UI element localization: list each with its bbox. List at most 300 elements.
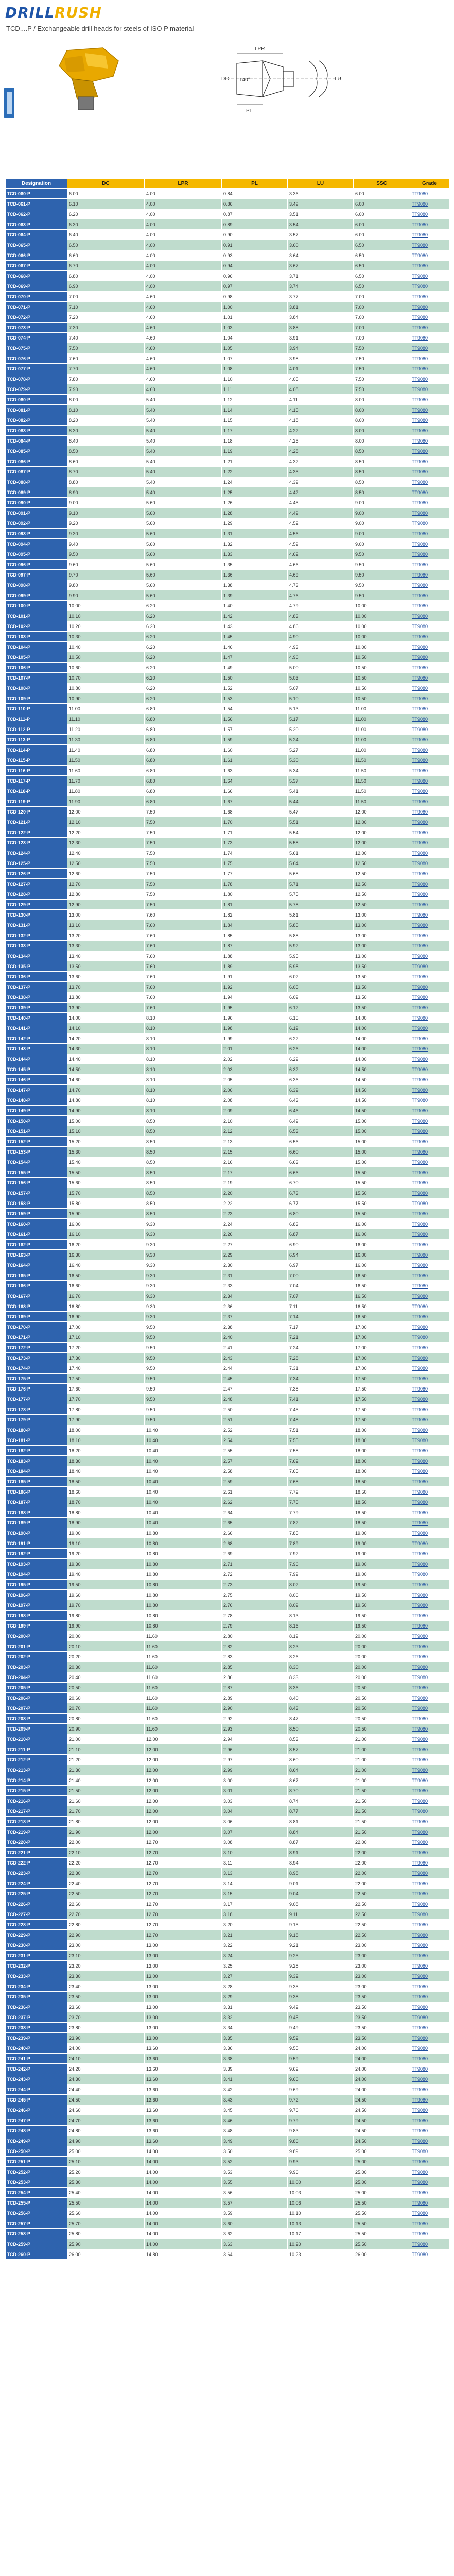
cell-pl: 3.32 xyxy=(222,2012,288,2023)
grade-link[interactable]: TT9080 xyxy=(412,613,428,619)
table-row xyxy=(6,652,449,663)
cell-grade xyxy=(410,1281,449,1291)
grade-link[interactable]: TT9080 xyxy=(412,1283,428,1289)
grade-link[interactable]: TT9080 xyxy=(412,654,428,660)
grade-link[interactable]: TT9080 xyxy=(412,809,428,815)
grade-link[interactable]: TT9080 xyxy=(412,2056,428,2061)
cell-lpr: 4.60 xyxy=(145,333,222,343)
grade-link[interactable]: TT9080 xyxy=(412,1025,428,1031)
grade-link[interactable]: TT9080 xyxy=(412,1489,428,1495)
grade-link[interactable]: TT9080 xyxy=(412,407,428,413)
grade-link[interactable]: TT9080 xyxy=(412,675,428,681)
grade-link[interactable]: TT9080 xyxy=(412,1149,428,1155)
cell-grade xyxy=(410,518,449,529)
grade-link[interactable]: TT9080 xyxy=(412,1932,428,1938)
grade-link[interactable]: TT9080 xyxy=(412,1468,428,1474)
grade-link[interactable]: TT9080 xyxy=(412,1757,428,1762)
cell-grade xyxy=(410,2157,449,2167)
grade-link[interactable]: TT9080 xyxy=(412,2200,428,2206)
cell-designation: TCD-199-P xyxy=(6,1621,67,1631)
grade-link[interactable]: TT9080 xyxy=(412,747,428,753)
cell-lu: 8.81 xyxy=(288,1817,354,1827)
grade-link[interactable]: TT9080 xyxy=(412,1963,428,1969)
grade-link[interactable]: TT9080 xyxy=(412,1716,428,1721)
grade-link[interactable]: TT9080 xyxy=(412,510,428,516)
grade-link[interactable]: TT9080 xyxy=(412,1324,428,1330)
cell-pl: 3.52 xyxy=(222,2157,288,2167)
cell-lpr: 4.60 xyxy=(145,312,222,323)
cell-dc: 7.00 xyxy=(67,292,145,302)
cell-designation: TCD-130-P xyxy=(6,910,67,920)
cell-lpr: 10.80 xyxy=(145,1559,222,1569)
grade-link[interactable]: TT9080 xyxy=(412,304,428,310)
grade-link[interactable]: TT9080 xyxy=(412,922,428,928)
grade-link[interactable]: TT9080 xyxy=(412,582,428,588)
drill-head-image xyxy=(36,40,134,112)
grade-link[interactable]: TT9080 xyxy=(412,1880,428,1886)
grade-link[interactable]: TT9080 xyxy=(412,1695,428,1701)
table-row xyxy=(6,281,449,292)
cell-designation: TCD-214-P xyxy=(6,1775,67,1786)
grade-link[interactable]: TT9080 xyxy=(412,2221,428,2226)
cell-dc: 11.90 xyxy=(67,796,145,807)
cell-lu: 5.00 xyxy=(288,663,354,673)
grade-link[interactable]: TT9080 xyxy=(412,1499,428,1505)
grade-link[interactable]: TT9080 xyxy=(412,479,428,485)
grade-link[interactable]: TT9080 xyxy=(412,273,428,279)
grade-link[interactable]: TT9080 xyxy=(412,1190,428,1196)
cell-dc: 25.20 xyxy=(67,2167,145,2177)
cell-lpr: 9.30 xyxy=(145,1250,222,1260)
grade-link[interactable]: TT9080 xyxy=(412,1376,428,1381)
cell-designation: TCD-182-P xyxy=(6,1446,67,1456)
grade-link[interactable]: TT9080 xyxy=(412,2210,428,2216)
grade-link[interactable]: TT9080 xyxy=(412,1303,428,1309)
grade-link[interactable]: TT9080 xyxy=(412,933,428,938)
cell-grade xyxy=(410,2033,449,2043)
grade-link[interactable]: TT9080 xyxy=(412,2241,428,2247)
grade-link[interactable]: TT9080 xyxy=(412,1747,428,1752)
grade-link[interactable]: TT9080 xyxy=(412,1788,428,1793)
grade-link[interactable]: TT9080 xyxy=(412,1437,428,1443)
cell-ssc: 9.50 xyxy=(354,549,410,560)
grade-link[interactable]: TT9080 xyxy=(412,757,428,763)
cell-ssc: 10.00 xyxy=(354,642,410,652)
cell-grade xyxy=(410,281,449,292)
table-row xyxy=(6,1126,449,1137)
cell-lu: 7.92 xyxy=(288,1549,354,1559)
grade-link[interactable]: TT9080 xyxy=(412,1097,428,1103)
cell-lu: 7.07 xyxy=(288,1291,354,1301)
grade-link[interactable]: TT9080 xyxy=(412,1520,428,1526)
grade-link[interactable]: TT9080 xyxy=(412,953,428,959)
cell-grade xyxy=(410,1734,449,1744)
grade-link[interactable]: TT9080 xyxy=(412,366,428,371)
grade-link[interactable]: TT9080 xyxy=(412,1458,428,1464)
cell-dc: 10.80 xyxy=(67,683,145,693)
grade-link[interactable]: TT9080 xyxy=(412,283,428,289)
grade-link[interactable]: TT9080 xyxy=(412,696,428,701)
grade-link[interactable]: TT9080 xyxy=(412,1273,428,1278)
grade-link[interactable]: TT9080 xyxy=(412,2014,428,2020)
table-row xyxy=(6,838,449,848)
grade-link[interactable]: TT9080 xyxy=(412,397,428,402)
grade-link[interactable]: TT9080 xyxy=(412,1417,428,1422)
cell-lpr: 9.50 xyxy=(145,1322,222,1332)
grade-link[interactable]: TT9080 xyxy=(412,1613,428,1618)
cell-pl: 1.31 xyxy=(222,529,288,539)
grade-link[interactable]: TT9080 xyxy=(412,1870,428,1876)
grade-link[interactable]: TT9080 xyxy=(412,2097,428,2103)
grade-link[interactable]: TT9080 xyxy=(412,1602,428,1608)
grade-link[interactable]: TT9080 xyxy=(412,1860,428,1866)
grade-link[interactable]: TT9080 xyxy=(412,2076,428,2082)
grade-link[interactable]: TT9080 xyxy=(412,974,428,979)
grade-link[interactable]: TT9080 xyxy=(412,2231,428,2236)
grade-link[interactable]: TT9080 xyxy=(412,623,428,629)
grade-link[interactable]: TT9080 xyxy=(412,1200,428,1206)
grade-link[interactable]: TT9080 xyxy=(412,1479,428,1484)
cell-lpr: 10.80 xyxy=(145,1549,222,1559)
grade-link[interactable]: TT9080 xyxy=(412,345,428,351)
grade-link[interactable]: TT9080 xyxy=(412,1180,428,1185)
grade-link[interactable]: TT9080 xyxy=(412,1510,428,1515)
table-row xyxy=(6,2136,449,2146)
grade-link[interactable]: TT9080 xyxy=(412,1005,428,1010)
grade-link[interactable]: TT9080 xyxy=(412,2251,428,2257)
grade-link[interactable]: TT9080 xyxy=(412,829,428,835)
cell-pl: 0.94 xyxy=(222,261,288,271)
cell-grade xyxy=(410,1374,449,1384)
grade-link[interactable]: TT9080 xyxy=(412,191,428,196)
grade-link[interactable]: TT9080 xyxy=(412,994,428,1000)
grade-link[interactable]: TT9080 xyxy=(412,1108,428,1113)
grade-link[interactable]: TT9080 xyxy=(412,1726,428,1732)
grade-link[interactable]: TT9080 xyxy=(412,1953,428,1958)
grade-link[interactable]: TT9080 xyxy=(412,1066,428,1072)
grade-link[interactable]: TT9080 xyxy=(412,1530,428,1536)
grade-link[interactable]: TT9080 xyxy=(412,541,428,547)
grade-link[interactable]: TT9080 xyxy=(412,335,428,341)
grade-link[interactable]: TT9080 xyxy=(412,860,428,866)
cell-grade xyxy=(410,1878,449,1889)
grade-link[interactable]: TT9080 xyxy=(412,1406,428,1412)
grade-link[interactable]: TT9080 xyxy=(412,1736,428,1742)
cell-lu: 5.64 xyxy=(288,858,354,869)
grade-link[interactable]: TT9080 xyxy=(412,1118,428,1124)
grade-link[interactable]: TT9080 xyxy=(412,376,428,382)
grade-link[interactable]: TT9080 xyxy=(412,222,428,227)
grade-link[interactable]: TT9080 xyxy=(412,1139,428,1144)
grade-link[interactable]: TT9080 xyxy=(412,211,428,217)
cell-dc: 22.30 xyxy=(67,1868,145,1878)
cell-lpr: 6.80 xyxy=(145,796,222,807)
cell-designation: TCD-163-P xyxy=(6,1250,67,1260)
grade-link[interactable]: TT9080 xyxy=(412,572,428,578)
cell-dc: 18.80 xyxy=(67,1507,145,1518)
grade-link[interactable]: TT9080 xyxy=(412,2035,428,2041)
grade-link[interactable]: TT9080 xyxy=(412,2117,428,2123)
grade-link[interactable]: TT9080 xyxy=(412,232,428,238)
cell-lpr: 13.60 xyxy=(145,2043,222,2054)
grade-link[interactable]: TT9080 xyxy=(412,469,428,474)
cell-ssc: 13.00 xyxy=(354,910,410,920)
grade-link[interactable]: TT9080 xyxy=(412,984,428,990)
grade-link[interactable]: TT9080 xyxy=(412,1551,428,1556)
cell-designation: TCD-082-P xyxy=(6,415,67,426)
cell-designation: TCD-099-P xyxy=(6,590,67,601)
grade-link[interactable]: TT9080 xyxy=(412,1159,428,1165)
grade-link[interactable]: TT9080 xyxy=(412,325,428,330)
cell-dc: 10.70 xyxy=(67,673,145,683)
grade-link[interactable]: TT9080 xyxy=(412,2128,428,2133)
grade-link[interactable]: TT9080 xyxy=(412,871,428,876)
grade-link[interactable]: TT9080 xyxy=(412,2148,428,2154)
grade-link[interactable]: TT9080 xyxy=(412,1922,428,1927)
cell-designation: TCD-103-P xyxy=(6,632,67,642)
grade-link[interactable]: TT9080 xyxy=(412,1777,428,1783)
grade-link[interactable]: TT9080 xyxy=(412,459,428,464)
grade-link[interactable]: TT9080 xyxy=(412,531,428,536)
grade-link[interactable]: TT9080 xyxy=(412,1633,428,1639)
grade-link[interactable]: TT9080 xyxy=(412,943,428,948)
grade-link[interactable]: TT9080 xyxy=(412,2169,428,2175)
grade-link[interactable]: TT9080 xyxy=(412,2107,428,2113)
cell-dc: 21.70 xyxy=(67,1806,145,1817)
grade-link[interactable]: TT9080 xyxy=(412,2066,428,2072)
grade-link[interactable]: TT9080 xyxy=(412,1334,428,1340)
grade-link[interactable]: TT9080 xyxy=(412,1705,428,1711)
grade-link[interactable]: TT9080 xyxy=(412,2159,428,2164)
cell-pl: 1.45 xyxy=(222,632,288,642)
grade-link[interactable]: TT9080 xyxy=(412,1798,428,1804)
grade-link[interactable]: TT9080 xyxy=(412,1767,428,1773)
cell-lu: 5.47 xyxy=(288,807,354,817)
grade-link[interactable]: TT9080 xyxy=(412,2190,428,2195)
cell-pl: 3.35 xyxy=(222,2033,288,2043)
grade-link[interactable]: TT9080 xyxy=(412,1808,428,1814)
grade-link[interactable]: TT9080 xyxy=(412,1036,428,1041)
cell-designation: TCD-189-P xyxy=(6,1518,67,1528)
grade-link[interactable]: TT9080 xyxy=(412,592,428,598)
grade-link[interactable]: TT9080 xyxy=(412,438,428,444)
cell-lpr: 10.80 xyxy=(145,1569,222,1580)
grade-link[interactable]: TT9080 xyxy=(412,1674,428,1680)
grade-link[interactable]: TT9080 xyxy=(412,1365,428,1371)
cell-ssc: 25.50 xyxy=(354,2208,410,2218)
grade-link[interactable]: TT9080 xyxy=(412,644,428,650)
cell-lpr: 12.00 xyxy=(145,1775,222,1786)
grade-link[interactable]: TT9080 xyxy=(412,634,428,639)
grade-link[interactable]: TT9080 xyxy=(412,788,428,794)
grade-link[interactable]: TT9080 xyxy=(412,1664,428,1670)
grade-link[interactable]: TT9080 xyxy=(412,685,428,691)
grade-link[interactable]: TT9080 xyxy=(412,551,428,557)
grade-link[interactable]: TT9080 xyxy=(412,428,428,433)
cell-designation: TCD-096-P xyxy=(6,560,67,570)
grade-link[interactable]: TT9080 xyxy=(412,448,428,454)
grade-link[interactable]: TT9080 xyxy=(412,778,428,784)
grade-link[interactable]: TT9080 xyxy=(412,850,428,856)
cell-lpr: 14.80 xyxy=(145,2249,222,2260)
cell-ssc: 11.00 xyxy=(354,714,410,724)
cell-lpr: 12.00 xyxy=(145,1817,222,1827)
cell-lpr: 12.70 xyxy=(145,1909,222,1920)
table-row xyxy=(6,2146,449,2157)
grade-link[interactable]: TT9080 xyxy=(412,562,428,567)
table-row xyxy=(6,1641,449,1652)
cell-pl: 2.16 xyxy=(222,1157,288,1167)
grade-link[interactable]: TT9080 xyxy=(412,840,428,845)
grade-link[interactable]: TT9080 xyxy=(412,1984,428,1989)
grade-link[interactable]: TT9080 xyxy=(412,1643,428,1649)
grade-link[interactable]: TT9080 xyxy=(412,1994,428,1999)
grade-link[interactable]: TT9080 xyxy=(412,1540,428,1546)
cell-grade xyxy=(410,869,449,879)
cell-lu: 4.93 xyxy=(288,642,354,652)
grade-link[interactable]: TT9080 xyxy=(412,2087,428,2092)
grade-link[interactable]: TT9080 xyxy=(412,1685,428,1690)
cell-designation: TCD-220-P xyxy=(6,1837,67,1848)
grade-link[interactable]: TT9080 xyxy=(412,1221,428,1227)
cell-grade xyxy=(410,1992,449,2002)
grade-link[interactable]: TT9080 xyxy=(412,2138,428,2144)
cell-designation: TCD-193-P xyxy=(6,1559,67,1569)
grade-link[interactable]: TT9080 xyxy=(412,2179,428,2185)
grade-link[interactable]: TT9080 xyxy=(412,1654,428,1659)
grade-link[interactable]: TT9080 xyxy=(412,1973,428,1979)
grade-link[interactable]: TT9080 xyxy=(412,716,428,722)
grade-link[interactable]: TT9080 xyxy=(412,912,428,918)
grade-link[interactable]: TT9080 xyxy=(412,1015,428,1021)
grade-link[interactable]: TT9080 xyxy=(412,665,428,670)
cell-lu: 7.14 xyxy=(288,1312,354,1322)
grade-link[interactable]: TT9080 xyxy=(412,1942,428,1948)
cell-designation: TCD-123-P xyxy=(6,838,67,848)
grade-link[interactable]: TT9080 xyxy=(412,1046,428,1052)
grade-link[interactable]: TT9080 xyxy=(412,263,428,268)
grade-link[interactable]: TT9080 xyxy=(412,1345,428,1350)
cell-lu: 9.28 xyxy=(288,1961,354,1971)
grade-link[interactable]: TT9080 xyxy=(412,417,428,423)
grade-link[interactable]: TT9080 xyxy=(412,386,428,392)
cell-designation: TCD-105-P xyxy=(6,652,67,663)
grade-link[interactable]: TT9080 xyxy=(412,726,428,732)
grade-link[interactable]: TT9080 xyxy=(412,881,428,887)
grade-link[interactable]: TT9080 xyxy=(412,1839,428,1845)
grade-link[interactable]: TT9080 xyxy=(412,1829,428,1835)
grade-link[interactable]: TT9080 xyxy=(412,891,428,897)
grade-link[interactable]: TT9080 xyxy=(412,1128,428,1134)
grade-link[interactable]: TT9080 xyxy=(412,355,428,361)
grade-link[interactable]: TT9080 xyxy=(412,1561,428,1567)
grade-link[interactable]: TT9080 xyxy=(412,737,428,742)
grade-link[interactable]: TT9080 xyxy=(412,1582,428,1587)
grade-link[interactable]: TT9080 xyxy=(412,500,428,505)
cell-grade xyxy=(410,250,449,261)
grade-link[interactable]: TT9080 xyxy=(412,1242,428,1247)
grade-link[interactable]: TT9080 xyxy=(412,706,428,711)
grade-link[interactable]: TT9080 xyxy=(412,1231,428,1237)
grade-link[interactable]: TT9080 xyxy=(412,1901,428,1907)
cell-pl: 1.91 xyxy=(222,972,288,982)
cell-lu: 10.13 xyxy=(288,2218,354,2229)
grade-link[interactable]: TT9080 xyxy=(412,1427,428,1433)
grade-link[interactable]: TT9080 xyxy=(412,1056,428,1062)
cell-ssc: 23.50 xyxy=(354,2023,410,2033)
grade-link[interactable]: TT9080 xyxy=(412,1396,428,1402)
grade-link[interactable]: TT9080 xyxy=(412,963,428,969)
grade-link[interactable]: TT9080 xyxy=(412,489,428,495)
table-row xyxy=(6,1332,449,1343)
cell-designation: TCD-093-P xyxy=(6,529,67,539)
cell-grade xyxy=(410,333,449,343)
cell-pl: 1.88 xyxy=(222,951,288,961)
grade-link[interactable]: TT9080 xyxy=(412,1386,428,1392)
grade-link[interactable]: TT9080 xyxy=(412,1891,428,1896)
table-row xyxy=(6,323,449,333)
grade-link[interactable]: TT9080 xyxy=(412,294,428,299)
cell-designation: TCD-154-P xyxy=(6,1157,67,1167)
grade-link[interactable]: TT9080 xyxy=(412,1262,428,1268)
cell-lu: 5.51 xyxy=(288,817,354,827)
grade-link[interactable]: TT9080 xyxy=(412,2025,428,2030)
grade-link[interactable]: TT9080 xyxy=(412,1170,428,1175)
grade-link[interactable]: TT9080 xyxy=(412,1077,428,1082)
grade-link[interactable]: TT9080 xyxy=(412,1571,428,1577)
grade-link[interactable]: TT9080 xyxy=(412,1592,428,1598)
grade-link[interactable]: TT9080 xyxy=(412,1355,428,1361)
table-row xyxy=(6,1889,449,1899)
grade-link[interactable]: TT9080 xyxy=(412,1252,428,1258)
table-body xyxy=(6,189,449,2260)
grade-link[interactable]: TT9080 xyxy=(412,242,428,248)
grade-link[interactable]: TT9080 xyxy=(412,1314,428,1319)
grade-link[interactable]: TT9080 xyxy=(412,314,428,320)
grade-link[interactable]: TT9080 xyxy=(412,1293,428,1299)
grade-link[interactable]: TT9080 xyxy=(412,1087,428,1093)
grade-link[interactable]: TT9080 xyxy=(412,1911,428,1917)
grade-link[interactable]: TT9080 xyxy=(412,603,428,608)
grade-link[interactable]: TT9080 xyxy=(412,252,428,258)
cell-dc: 18.90 xyxy=(67,1518,145,1528)
cell-lu: 8.36 xyxy=(288,1683,354,1693)
grade-link[interactable]: TT9080 xyxy=(412,201,428,207)
cell-lu: 3.71 xyxy=(288,271,354,281)
cell-grade xyxy=(410,1590,449,1600)
grade-link[interactable]: TT9080 xyxy=(412,1819,428,1824)
grade-link[interactable]: TT9080 xyxy=(412,1623,428,1629)
grade-link[interactable]: TT9080 xyxy=(412,768,428,773)
cell-pl: 3.15 xyxy=(222,1889,288,1899)
cell-lu: 8.87 xyxy=(288,1837,354,1848)
grade-link[interactable]: TT9080 xyxy=(412,902,428,907)
grade-link[interactable]: TT9080 xyxy=(412,799,428,804)
grade-link[interactable]: TT9080 xyxy=(412,2004,428,2010)
grade-link[interactable]: TT9080 xyxy=(412,1448,428,1453)
grade-link[interactable]: TT9080 xyxy=(412,520,428,526)
cell-dc: 14.80 xyxy=(67,1095,145,1106)
cell-ssc: 9.50 xyxy=(354,580,410,590)
cell-ssc: 18.00 xyxy=(354,1435,410,1446)
grade-link[interactable]: TT9080 xyxy=(412,819,428,825)
cell-dc: 14.30 xyxy=(67,1044,145,1054)
cell-pl: 3.45 xyxy=(222,2105,288,2115)
cell-dc: 21.00 xyxy=(67,1734,145,1744)
grade-link[interactable]: TT9080 xyxy=(412,2045,428,2051)
grade-link[interactable]: TT9080 xyxy=(412,1850,428,1855)
grade-link[interactable]: TT9080 xyxy=(412,1211,428,1216)
